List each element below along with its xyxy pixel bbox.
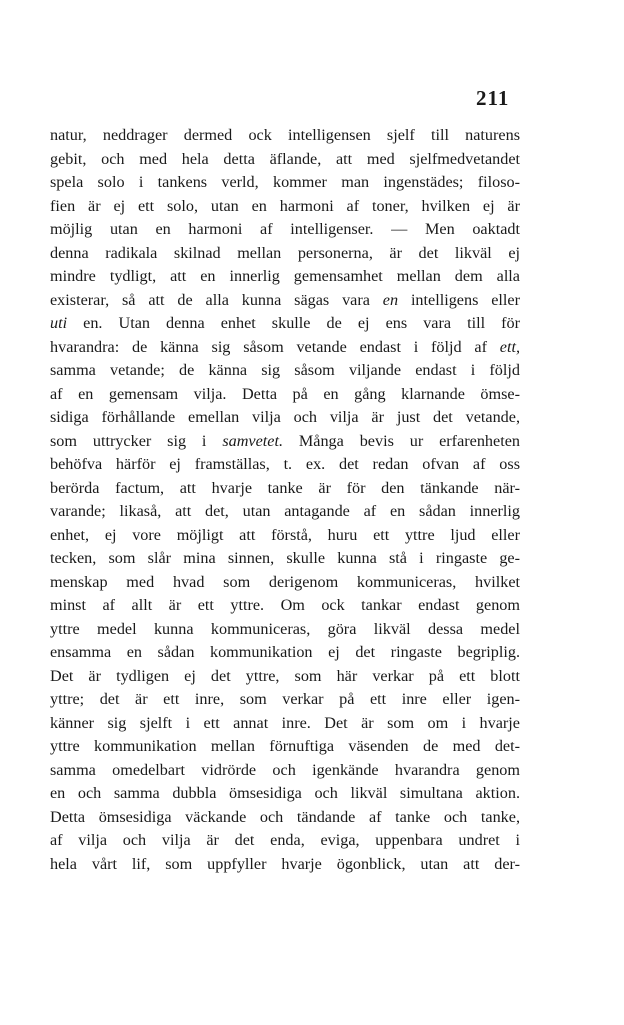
text-segment: yttre; det är ett inre, som verkar på ett inre eller igen- bbox=[50, 690, 520, 708]
text-line bbox=[50, 148, 520, 172]
text-line bbox=[50, 430, 520, 454]
text-line bbox=[50, 829, 520, 853]
text-segment: af vilja och vilja är det enda, eviga, uppenbara undret i bbox=[50, 831, 520, 849]
text-line bbox=[50, 571, 520, 595]
text-line bbox=[50, 712, 520, 736]
text-line bbox=[50, 500, 520, 524]
text-line bbox=[50, 312, 520, 336]
text-segment: denna radikala skilnad mellan personerna, är det likväl ej bbox=[50, 243, 520, 262]
text-line bbox=[50, 853, 520, 877]
text-line bbox=[50, 406, 520, 430]
italic-text: uti bbox=[50, 314, 68, 332]
text-segment: samma vetande; de känna sig såsom viljande endast i följd bbox=[50, 361, 520, 379]
text-segment: yttre kommunikation mellan förnuftiga väsenden de med det- bbox=[50, 737, 520, 755]
text-line bbox=[50, 242, 520, 266]
text-segment: enhet, ej vore möjligt att förstå, huru ett yttre ljud eller bbox=[50, 525, 520, 544]
text-line bbox=[50, 524, 520, 548]
text-line bbox=[50, 806, 520, 830]
text-segment: varande; likaså, att det, utan antagande af en sådan innerlig bbox=[50, 502, 520, 520]
text-line bbox=[50, 124, 520, 148]
text-line bbox=[50, 782, 520, 806]
text-segment: yttre medel kunna kommuniceras, göra likväl dessa medel bbox=[50, 619, 520, 638]
text-segment: Många bevis ur erfarenheten bbox=[283, 431, 520, 450]
text-segment: en. Utan denna enhet skulle de ej ens vara till för bbox=[67, 314, 520, 332]
text-line bbox=[50, 359, 520, 383]
text-segment: samma omedelbart vidrörde och igenkände hvarandra genom bbox=[50, 760, 520, 779]
text-segment: känner sig sjelft i ett annat inre. Det är som om i hvarje bbox=[50, 713, 520, 732]
text-line bbox=[50, 453, 520, 477]
text-line bbox=[50, 336, 520, 360]
text-segment: Detta ömsesidiga väckande och tändande af tanke och tanke, bbox=[50, 807, 520, 826]
text-line bbox=[50, 218, 520, 242]
text-segment: existerar, så att de alla kunna sägas vara bbox=[50, 290, 383, 309]
text-segment: hvarandra: de känna sig såsom vetande endast i följd af bbox=[50, 337, 500, 356]
text-line bbox=[50, 759, 520, 783]
text-segment: en och samma dubbla ömsesidiga och likväl simultana aktion. bbox=[50, 784, 520, 802]
text-line bbox=[50, 289, 520, 313]
text-segment: möjlig utan en harmoni af intelligenser. — Men oaktadt bbox=[50, 220, 520, 238]
text-segment: natur, neddrager dermed ock intelligensen sjelf till naturens bbox=[50, 126, 520, 144]
text-segment: hela vårt lif, som uppfyller hvarje ögonblick, utan att der- bbox=[50, 854, 520, 873]
text-segment: af en gemensam vilja. Detta på en gång klarnande ömse- bbox=[50, 384, 520, 403]
text-line bbox=[50, 665, 520, 689]
text-segment: behöfva härför ej framställas, t. ex. det redan ofvan af oss bbox=[50, 455, 520, 473]
text-segment: berörda factum, att hvarje tanke är för den tänkande när- bbox=[50, 478, 520, 497]
text-segment: minst af allt är ett yttre. Om ock tankar endast genom bbox=[50, 596, 520, 614]
text-line bbox=[50, 618, 520, 642]
text-segment: mindre tydligt, att en innerlig gemensamhet mellan dem alla bbox=[50, 267, 520, 285]
italic-text: ett, bbox=[499, 337, 520, 356]
text-line bbox=[50, 547, 520, 571]
text-line bbox=[50, 688, 520, 712]
italic-text: en bbox=[382, 290, 399, 309]
page-number: 211 bbox=[476, 86, 510, 110]
text-line bbox=[50, 594, 520, 618]
text-segment: Det är tydligen ej det yttre, som här verkar på ett blott bbox=[50, 666, 520, 685]
text-segment: spela solo i tankens verld, kommer man ingenstädes; filoso- bbox=[50, 173, 520, 191]
text-segment: sidiga förhållande emellan vilja och vilja är just det vetande, bbox=[50, 408, 520, 426]
text-segment: gebit, och med hela detta äflande, att med sjelfmedvetandet bbox=[50, 149, 520, 168]
text-line bbox=[50, 383, 520, 407]
text-segment: ensamma en sådan kommunikation ej det ringaste begriplig. bbox=[50, 643, 520, 661]
text-line bbox=[50, 265, 520, 289]
text-line bbox=[50, 735, 520, 759]
italic-text: samvetet. bbox=[222, 431, 283, 450]
text-segment: som uttrycker sig i bbox=[50, 431, 223, 450]
text-segment: fien är ej ett solo, utan en harmoni af toner, hvilken ej är bbox=[50, 196, 520, 215]
text-segment: intelligens eller bbox=[398, 290, 520, 309]
text-line bbox=[50, 171, 520, 195]
text-line bbox=[50, 477, 520, 501]
text-segment: menskap med hvad som derigenom kommuniceras, hvilket bbox=[50, 572, 520, 591]
body-text bbox=[50, 124, 520, 876]
text-segment: tecken, som slår mina sinnen, skulle kunna stå i ringaste ge- bbox=[50, 549, 520, 567]
text-line bbox=[50, 195, 520, 219]
text-line bbox=[50, 641, 520, 665]
